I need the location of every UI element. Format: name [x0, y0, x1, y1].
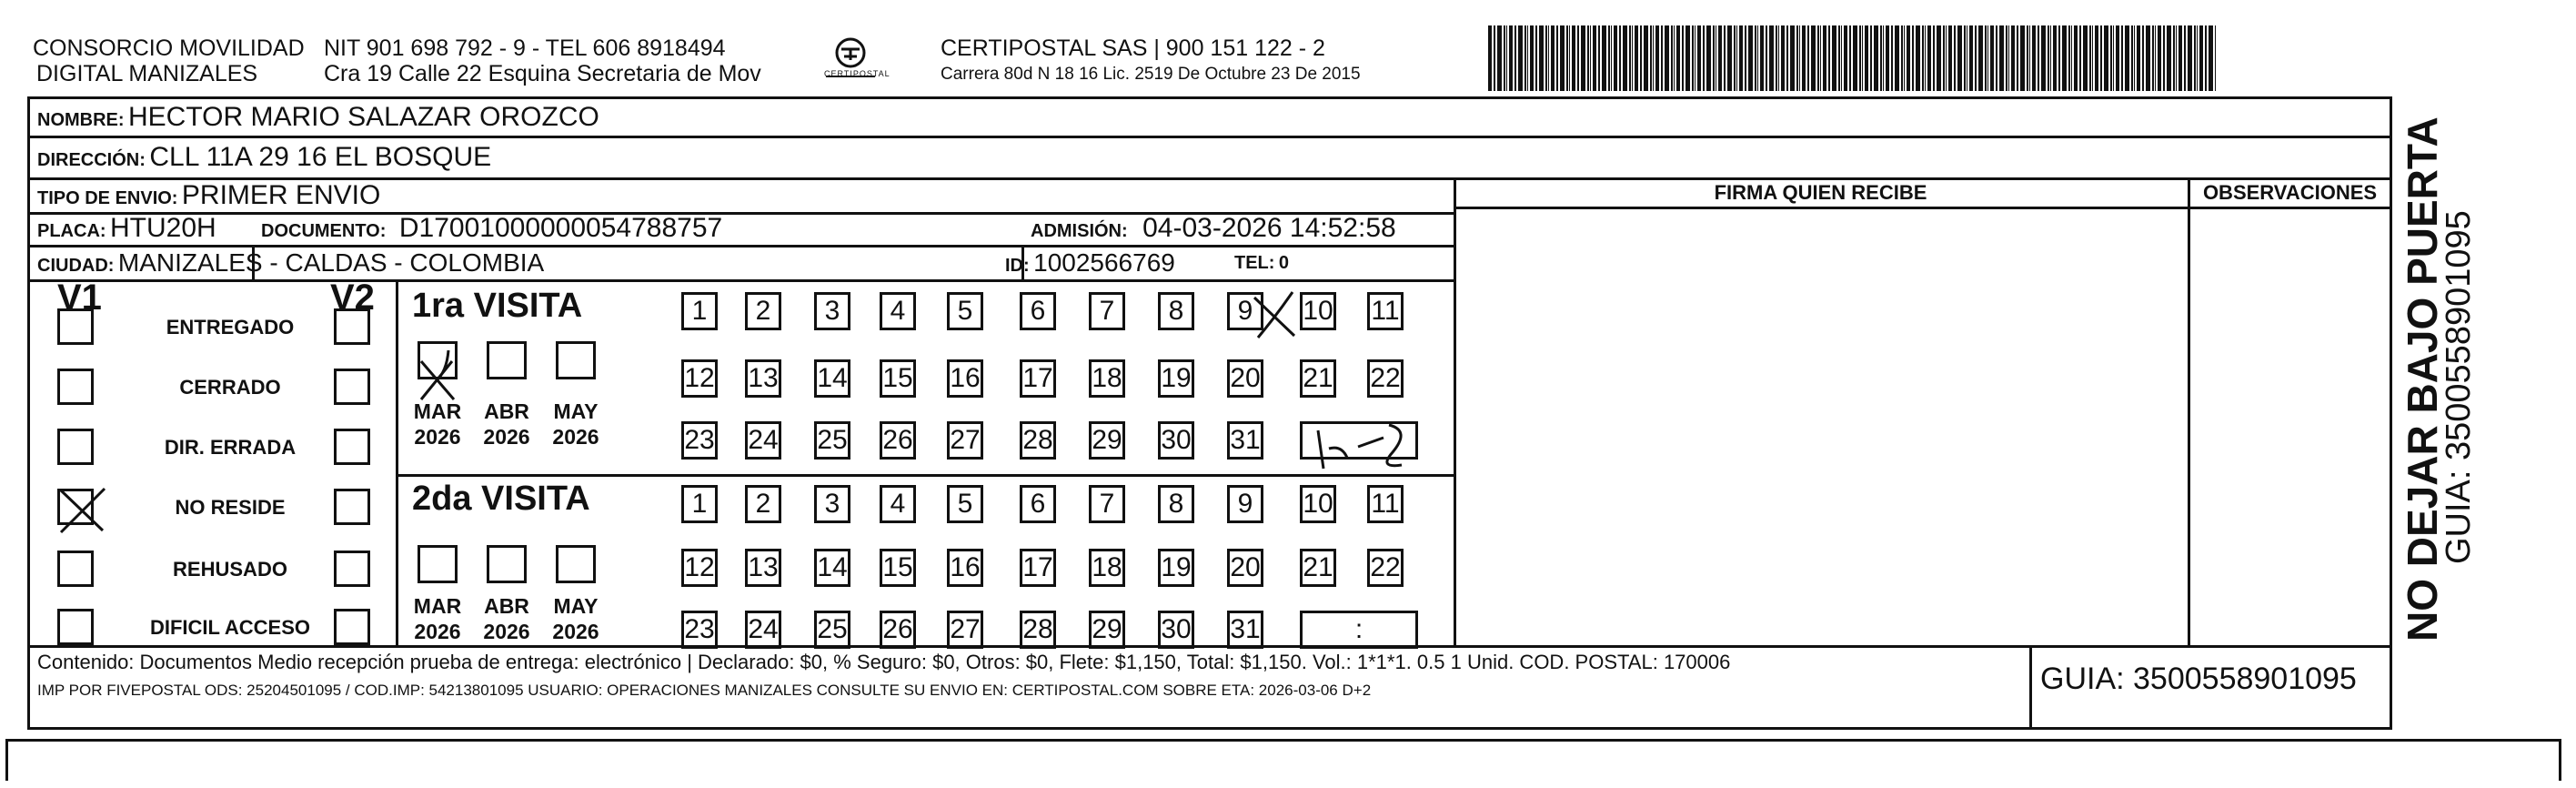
certipostal-logo-icon — [819, 33, 882, 87]
second-visit-day-29[interactable]: 29 — [1089, 611, 1125, 649]
first-visit-day-20[interactable]: 20 — [1227, 359, 1263, 398]
year-label: 2026 — [414, 620, 461, 643]
tipo-envio-value: PRIMER ENVIO — [181, 180, 381, 210]
first-visit-day-30[interactable]: 30 — [1158, 421, 1194, 460]
imp-text: IMP POR FIVEPOSTAL ODS: 25204501095 / COD.IMP: 54213801095 USUARIO: OPERACIONES MANIZALES CONSULTE SU ENVIO EN: CERTIPOSTAL.COM SOBRE ETA: 2026-03-06 D+2 — [37, 682, 1372, 699]
first-visit-day-5[interactable]: 5 — [947, 292, 983, 330]
barcode-icon — [1488, 25, 2216, 91]
first-visit-day-27[interactable]: 27 — [947, 421, 983, 460]
mar-check-mark — [408, 350, 463, 405]
direccion-value: CLL 11A 29 16 EL BOSQUE — [149, 142, 492, 172]
v2-checkbox-no-reside[interactable] — [334, 489, 370, 525]
second-visit-day-9[interactable]: 9 — [1227, 485, 1263, 523]
first-visit-day-22[interactable]: 22 — [1367, 359, 1404, 398]
status-label: DIR. ERRADA — [164, 436, 297, 459]
admision-field — [1031, 212, 1396, 249]
no-reside-check-mark — [55, 481, 110, 536]
second-visit-day-7[interactable]: 7 — [1089, 485, 1125, 523]
second-visit-day-20[interactable]: 20 — [1227, 549, 1263, 587]
first-visit-day-25[interactable]: 25 — [814, 421, 850, 460]
v1-checkbox-cerrado[interactable] — [57, 369, 94, 405]
tel-label: TEL: — [1234, 253, 1275, 273]
second-visit-day-30[interactable]: 30 — [1158, 611, 1194, 649]
form-box — [27, 96, 2392, 730]
first-visit-day-7[interactable]: 7 — [1089, 292, 1125, 330]
id-field — [1005, 247, 1175, 284]
second-visit-day-2[interactable]: 2 — [745, 485, 781, 523]
status-label: DIFICIL ACCESO — [149, 616, 310, 639]
month-label: ABR — [484, 399, 529, 423]
v1-checkbox-dificil-acceso[interactable] — [57, 609, 94, 645]
company-name-line2: DIGITAL MANIZALES — [36, 61, 258, 86]
nombre-value: HECTOR MARIO SALAZAR OROZCO — [128, 102, 599, 132]
second-visit-time-box[interactable]: : — [1300, 611, 1418, 649]
first-visit-day-18[interactable]: 18 — [1089, 359, 1125, 398]
company-name-line1: CONSORCIO MOVILIDAD — [33, 35, 305, 61]
ciudad-field — [37, 247, 544, 284]
v2-checkbox-dir-errada[interactable] — [334, 429, 370, 465]
first-visit-month-abr[interactable] — [487, 341, 527, 379]
tipo-envio-label: TIPO DE ENVIO: — [37, 188, 178, 208]
first-visit-day-2[interactable]: 2 — [745, 292, 781, 330]
first-visit-day-16[interactable]: 16 — [947, 359, 983, 398]
year-label: 2026 — [483, 425, 530, 449]
second-visit-month-may[interactable] — [556, 545, 596, 583]
second-visit-day-23[interactable]: 23 — [681, 611, 718, 649]
second-visit-day-15[interactable]: 15 — [880, 549, 916, 587]
tel-value: 0 — [1278, 253, 1290, 273]
observaciones-label: OBSERVACIONES — [2202, 181, 2378, 204]
month-label: ABR — [484, 594, 529, 618]
second-visit-day-17[interactable]: 17 — [1020, 549, 1056, 587]
second-visit-day-22[interactable]: 22 — [1367, 549, 1404, 587]
status-label: CERRADO — [179, 376, 281, 399]
status-label: ENTREGADO — [166, 316, 295, 338]
second-visit-title: 2da VISITA — [412, 480, 590, 518]
first-visit-day-28[interactable]: 28 — [1020, 421, 1056, 460]
first-visit-day-13[interactable]: 13 — [745, 359, 781, 398]
v2-checkbox-entregado[interactable] — [334, 308, 370, 345]
status-label: NO RESIDE — [175, 496, 286, 519]
second-visit-day-13[interactable]: 13 — [745, 549, 781, 587]
placa-field — [37, 212, 216, 249]
firma-label: FIRMA QUIEN RECIBE — [1714, 181, 1927, 204]
logo-text: CERTIPOSTAL — [824, 69, 891, 78]
day-9-check-mark — [1249, 288, 1303, 343]
first-visit-day-21[interactable]: 21 — [1300, 359, 1336, 398]
first-visit-day-26[interactable]: 26 — [880, 421, 916, 460]
v2-checkbox-rehusado[interactable] — [334, 551, 370, 587]
first-visit-day-15[interactable]: 15 — [880, 359, 916, 398]
second-visit-day-18[interactable]: 18 — [1089, 549, 1125, 587]
second-visit-day-10[interactable]: 10 — [1300, 485, 1336, 523]
v2-label: V2 — [330, 278, 375, 318]
id-value: 1002566769 — [1033, 248, 1175, 277]
first-visit-day-17[interactable]: 17 — [1020, 359, 1056, 398]
direccion-label: DIRECCIÓN: — [37, 150, 146, 170]
first-visit-day-1[interactable]: 1 — [681, 292, 718, 330]
status-label: REHUSADO — [173, 558, 287, 581]
second-visit-day-14[interactable]: 14 — [814, 549, 850, 587]
no-dejar-bajo-puerta: NO DEJAR BAJO PUERTA — [2399, 116, 2446, 642]
month-label: MAY — [553, 594, 599, 618]
second-visit-month-abr[interactable] — [487, 545, 527, 583]
handwritten-time-mark — [1302, 412, 1438, 476]
second-visit-day-1[interactable]: 1 — [681, 485, 718, 523]
second-visit-month-mar[interactable] — [418, 545, 458, 583]
second-visit-day-19[interactable]: 19 — [1158, 549, 1194, 587]
side-guia: GUIA: 3500558901095 — [2440, 210, 2478, 564]
first-visit-day-9[interactable]: 9 — [1227, 292, 1263, 330]
first-visit-day-29[interactable]: 29 — [1089, 421, 1125, 460]
v1-label: V1 — [57, 278, 102, 318]
second-visit-day-5[interactable]: 5 — [947, 485, 983, 523]
v1-checkbox-entregado[interactable] — [57, 308, 94, 345]
first-visit-day-11[interactable]: 11 — [1367, 292, 1404, 330]
first-visit-day-14[interactable]: 14 — [814, 359, 850, 398]
contenido-text: Contenido: Documentos Medio recepción prueba de entrega: electrónico | Declarado: $0, % Seguro: $0, Otros: $0, Flete: $1,150, Total: $1,150. Vol.: 1*1*1. 0.5 1 Unid. COD. POSTAL: 170006 — [37, 651, 1731, 673]
barcode — [1488, 25, 2216, 91]
second-visit-day-11[interactable]: 11 — [1367, 485, 1404, 523]
v2-checkbox-cerrado[interactable] — [334, 369, 370, 405]
certipostal-logo — [819, 33, 882, 87]
first-visit-title: 1ra VISITA — [412, 287, 583, 325]
placa-label: PLACA: — [37, 221, 106, 241]
documento-field — [261, 212, 722, 249]
firma-area[interactable] — [1458, 209, 2186, 642]
admision-value: 04-03-2026 14:52:58 — [1142, 213, 1396, 243]
first-visit-day-4[interactable]: 4 — [880, 292, 916, 330]
first-visit-day-23[interactable]: 23 — [681, 421, 718, 460]
first-visit-day-19[interactable]: 19 — [1158, 359, 1194, 398]
documento-label: DOCUMENTO: — [261, 221, 387, 241]
first-visit-day-6[interactable]: 6 — [1020, 292, 1056, 330]
tipo-envio-field — [37, 179, 380, 217]
placa-value: HTU20H — [110, 213, 216, 243]
first-visit-day-12[interactable]: 12 — [681, 359, 718, 398]
company-address: Cra 19 Calle 22 Esquina Secretaria de Mov — [324, 61, 761, 86]
month-label: MAR — [413, 399, 462, 423]
ciudad-label: CIUDAD: — [37, 256, 115, 276]
certipostal-info-line2: Carrera 80d N 18 16 Lic. 2519 De Octubre 23 De 2015 — [941, 65, 1361, 84]
second-visit-day-27[interactable]: 27 — [947, 611, 983, 649]
footer-guia: GUIA: 3500558901095 — [2040, 662, 2357, 696]
ciudad-value: MANIZALES - CALDAS - COLOMBIA — [117, 248, 545, 277]
month-label: MAR — [413, 594, 462, 618]
documento-value: D17001000000054788757 — [398, 213, 723, 243]
second-visit-day-12[interactable]: 12 — [681, 549, 718, 587]
second-visit-day-8[interactable]: 8 — [1158, 485, 1194, 523]
second-visit-day-4[interactable]: 4 — [880, 485, 916, 523]
second-visit-day-28[interactable]: 28 — [1020, 611, 1056, 649]
tel-field — [1234, 247, 1289, 281]
bottom-frame — [5, 739, 2561, 781]
year-label: 2026 — [483, 620, 530, 643]
direccion-field — [37, 141, 491, 178]
certipostal-info-line1: CERTIPOSTAL SAS | 900 151 122 - 2 — [941, 35, 1325, 61]
second-visit-day-26[interactable]: 26 — [880, 611, 916, 649]
second-visit-day-16[interactable]: 16 — [947, 549, 983, 587]
month-label: MAY — [553, 399, 599, 423]
first-visit-day-3[interactable]: 3 — [814, 292, 850, 330]
company-nit-tel: NIT 901 698 792 - 9 - TEL 606 8918494 — [324, 35, 726, 61]
admision-label: ADMISIÓN: — [1031, 221, 1128, 241]
v1-checkbox-dir-errada[interactable] — [57, 429, 94, 465]
first-visit-day-8[interactable]: 8 — [1158, 292, 1194, 330]
second-visit-day-25[interactable]: 25 — [814, 611, 850, 649]
second-visit-day-31[interactable]: 31 — [1227, 611, 1263, 649]
nombre-field — [37, 101, 599, 138]
second-visit-day-24[interactable]: 24 — [745, 611, 781, 649]
second-visit-day-6[interactable]: 6 — [1020, 485, 1056, 523]
first-visit-day-24[interactable]: 24 — [745, 421, 781, 460]
year-label: 2026 — [552, 620, 599, 643]
year-label: 2026 — [552, 425, 599, 449]
observaciones-area[interactable] — [2192, 209, 2387, 642]
v1-checkbox-rehusado[interactable] — [57, 551, 94, 587]
year-label: 2026 — [414, 425, 461, 449]
v2-checkbox-dificil-acceso[interactable] — [334, 609, 370, 645]
first-visit-day-31[interactable]: 31 — [1227, 421, 1263, 460]
second-visit-day-21[interactable]: 21 — [1300, 549, 1336, 587]
second-visit-day-3[interactable]: 3 — [814, 485, 850, 523]
first-visit-month-may[interactable] — [556, 341, 596, 379]
nombre-label: NOMBRE: — [37, 110, 125, 130]
first-visit-day-10[interactable]: 10 — [1300, 292, 1336, 330]
id-label: ID: — [1005, 256, 1030, 276]
